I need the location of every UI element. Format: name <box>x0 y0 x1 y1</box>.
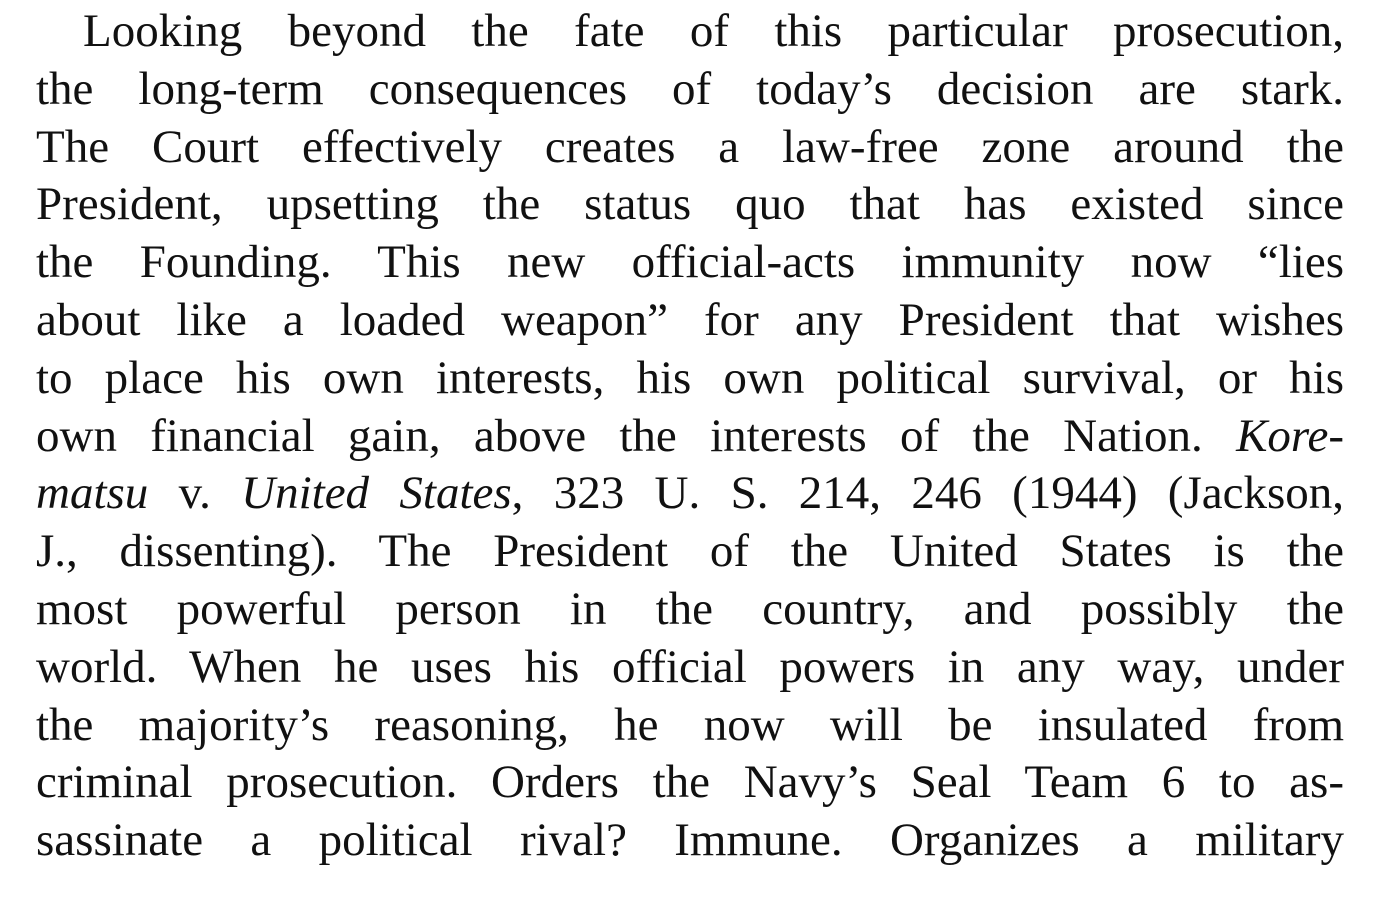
text-line <box>36 523 1344 581</box>
text-run: about like a loaded weapon” for any President that wishes <box>36 293 1344 346</box>
text-line <box>36 350 1344 408</box>
text-run: J., dissenting). The President of the United States is the <box>36 525 1344 578</box>
text-line <box>36 812 1344 870</box>
text-run: Looking beyond the fate of this particular prosecution, <box>83 5 1344 57</box>
text-line <box>36 61 1344 119</box>
text-run: to place his own interests, his own political survival, or his <box>36 351 1344 404</box>
text-line <box>36 408 1344 466</box>
text-line <box>36 234 1344 292</box>
case-name-italic: Kore- <box>1236 409 1344 462</box>
dissent-text-block <box>36 3 1344 870</box>
text-run: sassinate a political rival? Immune. Organizes a military <box>36 814 1344 867</box>
case-name-italic: matsu <box>36 467 149 520</box>
citation-text: , 323 U. S. 214, 246 (1944) (Jackson, <box>511 467 1344 520</box>
text-line <box>36 639 1344 697</box>
text-line <box>36 176 1344 234</box>
text-run: own financial gain, above the interests of the Nation. <box>36 409 1237 462</box>
text-line <box>36 292 1344 350</box>
text-line <box>36 697 1344 755</box>
text-run: The Court effectively creates a law-free zone around the <box>36 120 1344 173</box>
text-run: most powerful person in the country, and possibly the <box>36 582 1344 635</box>
text-line <box>36 581 1344 639</box>
text-run: the Founding. This new official-acts immunity now “lies <box>36 236 1344 289</box>
text-run: criminal prosecution. Orders the Navy’s Seal Team 6 to as- <box>36 756 1344 809</box>
text-run: President, upsetting the status quo that has existed since <box>36 178 1344 231</box>
text-run: the long-term consequences of today’s decision are stark. <box>36 62 1344 115</box>
text-run: the majority’s reasoning, he now will be insulated from <box>36 698 1344 751</box>
text-line <box>36 3 1344 61</box>
text-run: v. <box>148 467 242 520</box>
text-run: world. When he uses his official powers in any way, under <box>36 640 1344 693</box>
text-line <box>36 465 1344 523</box>
case-name-italic: United States <box>241 467 512 520</box>
text-line <box>36 754 1344 812</box>
text-line <box>36 119 1344 177</box>
